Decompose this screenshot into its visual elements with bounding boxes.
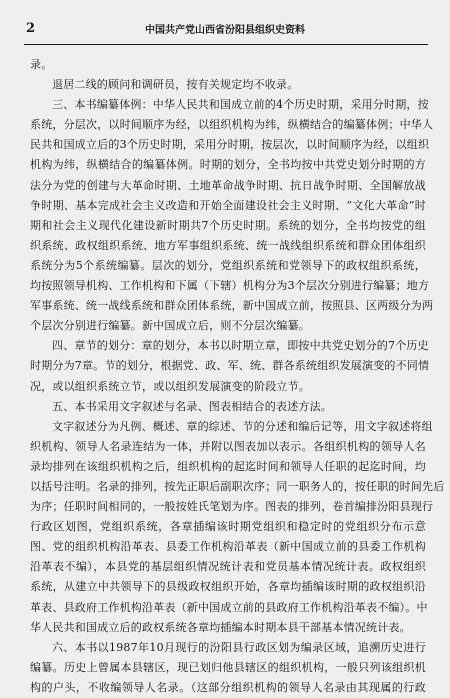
- text-line: 录。: [30, 58, 53, 71]
- text-line: 以括号注明。名录的排列，按先正职后副职次序；同一职务人的，按任职的时间先后: [30, 479, 445, 493]
- text-line: 法分为党的创建与大革命时期、土地革命战争时期、抗日战争时期、全国解放战: [30, 178, 426, 192]
- running-header-title: 中国共产党山西省汾阳县组织史资料: [145, 25, 305, 36]
- text-line: 况，或以组织系统立节，或以组织发展演变的阶段立节。: [30, 379, 310, 393]
- text-line: 构的户头，不收编领导人名录。（这部分组织机构的领导人名录由其现属的行政: [30, 680, 426, 694]
- text-line: 四、章节的划分：章的划分，本书以时期立章，即按中共党史划分的7个历史: [52, 339, 429, 353]
- text-line: 行政区划图，党组织系统，各章插编该时期党组织和稳定时的党组织分布示意: [30, 520, 426, 534]
- text-line: 退居二线的顾问和调研员，按有关规定均不收录。: [52, 78, 299, 92]
- text-line: 录均排列在该组织机构之后，组织机构的起迄时间和领导人任职的起迄时间，均: [30, 459, 426, 473]
- page-number: 2: [26, 21, 36, 36]
- text-line: 沿革表不编），本县党的基层组织情况统计表和党员基本情况统计表。政权组织: [30, 560, 426, 574]
- text-line: 华人民共和国成立后的政权系统各章均插编本时期本县干部基本情况统计表。: [30, 620, 411, 634]
- text-line: 为序；任职时间相同的，一般按姓氏笔划为序。图表的排列，卷首编排汾阳县现行: [30, 500, 434, 514]
- text-line: 系统分为5个系统编纂。层次的划分，党组织系统和党领导下的政权组织系统，: [30, 258, 426, 272]
- text-line: 织系统、政权组织系统、地方军事组织系统、统一战线组织系统和群众团体组织: [30, 238, 426, 252]
- text-line: 六、本书以1987年10月现行的汾阳县行政区划为编录区域，追溯历史进行: [52, 640, 426, 654]
- text-line: 期和社会主义现代化建设新时期共7个历史时期。系统的划分，全书均按党的组: [30, 218, 426, 232]
- text-line: 图、党的组织机构沿革表、县委工作机构沿革表（新中国成立前的县委工作机构: [30, 540, 426, 554]
- text-line: 个层次分别进行编纂。新中国成立后，则不分层次编纂。: [30, 319, 310, 333]
- text-line: 均按照领导机构、工作机构和下属（下辖）机构分为3个层次分别进行编纂；地方: [30, 279, 430, 293]
- body-text: [30, 55, 445, 698]
- text-line: 系统，从建立中共领导下的县级政权组织开始，各章均插编该时期的政权组织沿: [30, 580, 426, 594]
- text-line: 民共和国成立后的3个历史时期，采用分时期，按层次，以时间顺序为经，以组织: [30, 138, 430, 152]
- text-line: 时期分为7章。节的划分，根据党、政、军、统、群各系统组织发展演变的不同情: [30, 359, 430, 373]
- text-line: 编纂。历史上曾属本县辖区，现已划归他县辖区的组织机构，一般只列该组织机: [30, 660, 426, 674]
- text-line: 争时期、基本完成社会主义改造和开始全面建设社会主义时期、“文化大革命”时: [30, 198, 426, 212]
- text-line: 系统，分层次，以时间顺序为经，以组织机构为纬，纵横结合的编纂体例；中华人: [30, 118, 434, 132]
- text-line: 文字叙述分为凡例、概述、章的综述、节的分述和编后记等，用文字叙述将组: [52, 419, 433, 433]
- text-line: 三、本书编纂体例：中华人民共和国成立前的4个历史时期，采用分时期，按: [52, 98, 429, 112]
- text-line: 革表、县政府工作机构沿革表（新中国成立前的县政府工作机构沿革表不编）。中: [30, 600, 428, 614]
- header-divider: [24, 44, 428, 45]
- text-line: 织机构、领导人名录连结为一体，并附以图表加以表示。各组织机构的领导人名: [30, 439, 426, 453]
- text-line: 军事系统、统一战线系统和群众团体系统，新中国成立前，按照县、区两级分为两: [30, 299, 434, 313]
- text-line: 五、本书采用文字叙述与名录、图表相结合的表述方法。: [52, 399, 332, 413]
- text-line: 机构为纬，纵横结合的编纂体例。时期的划分，全书均按中共党史划分时期的方: [30, 158, 426, 172]
